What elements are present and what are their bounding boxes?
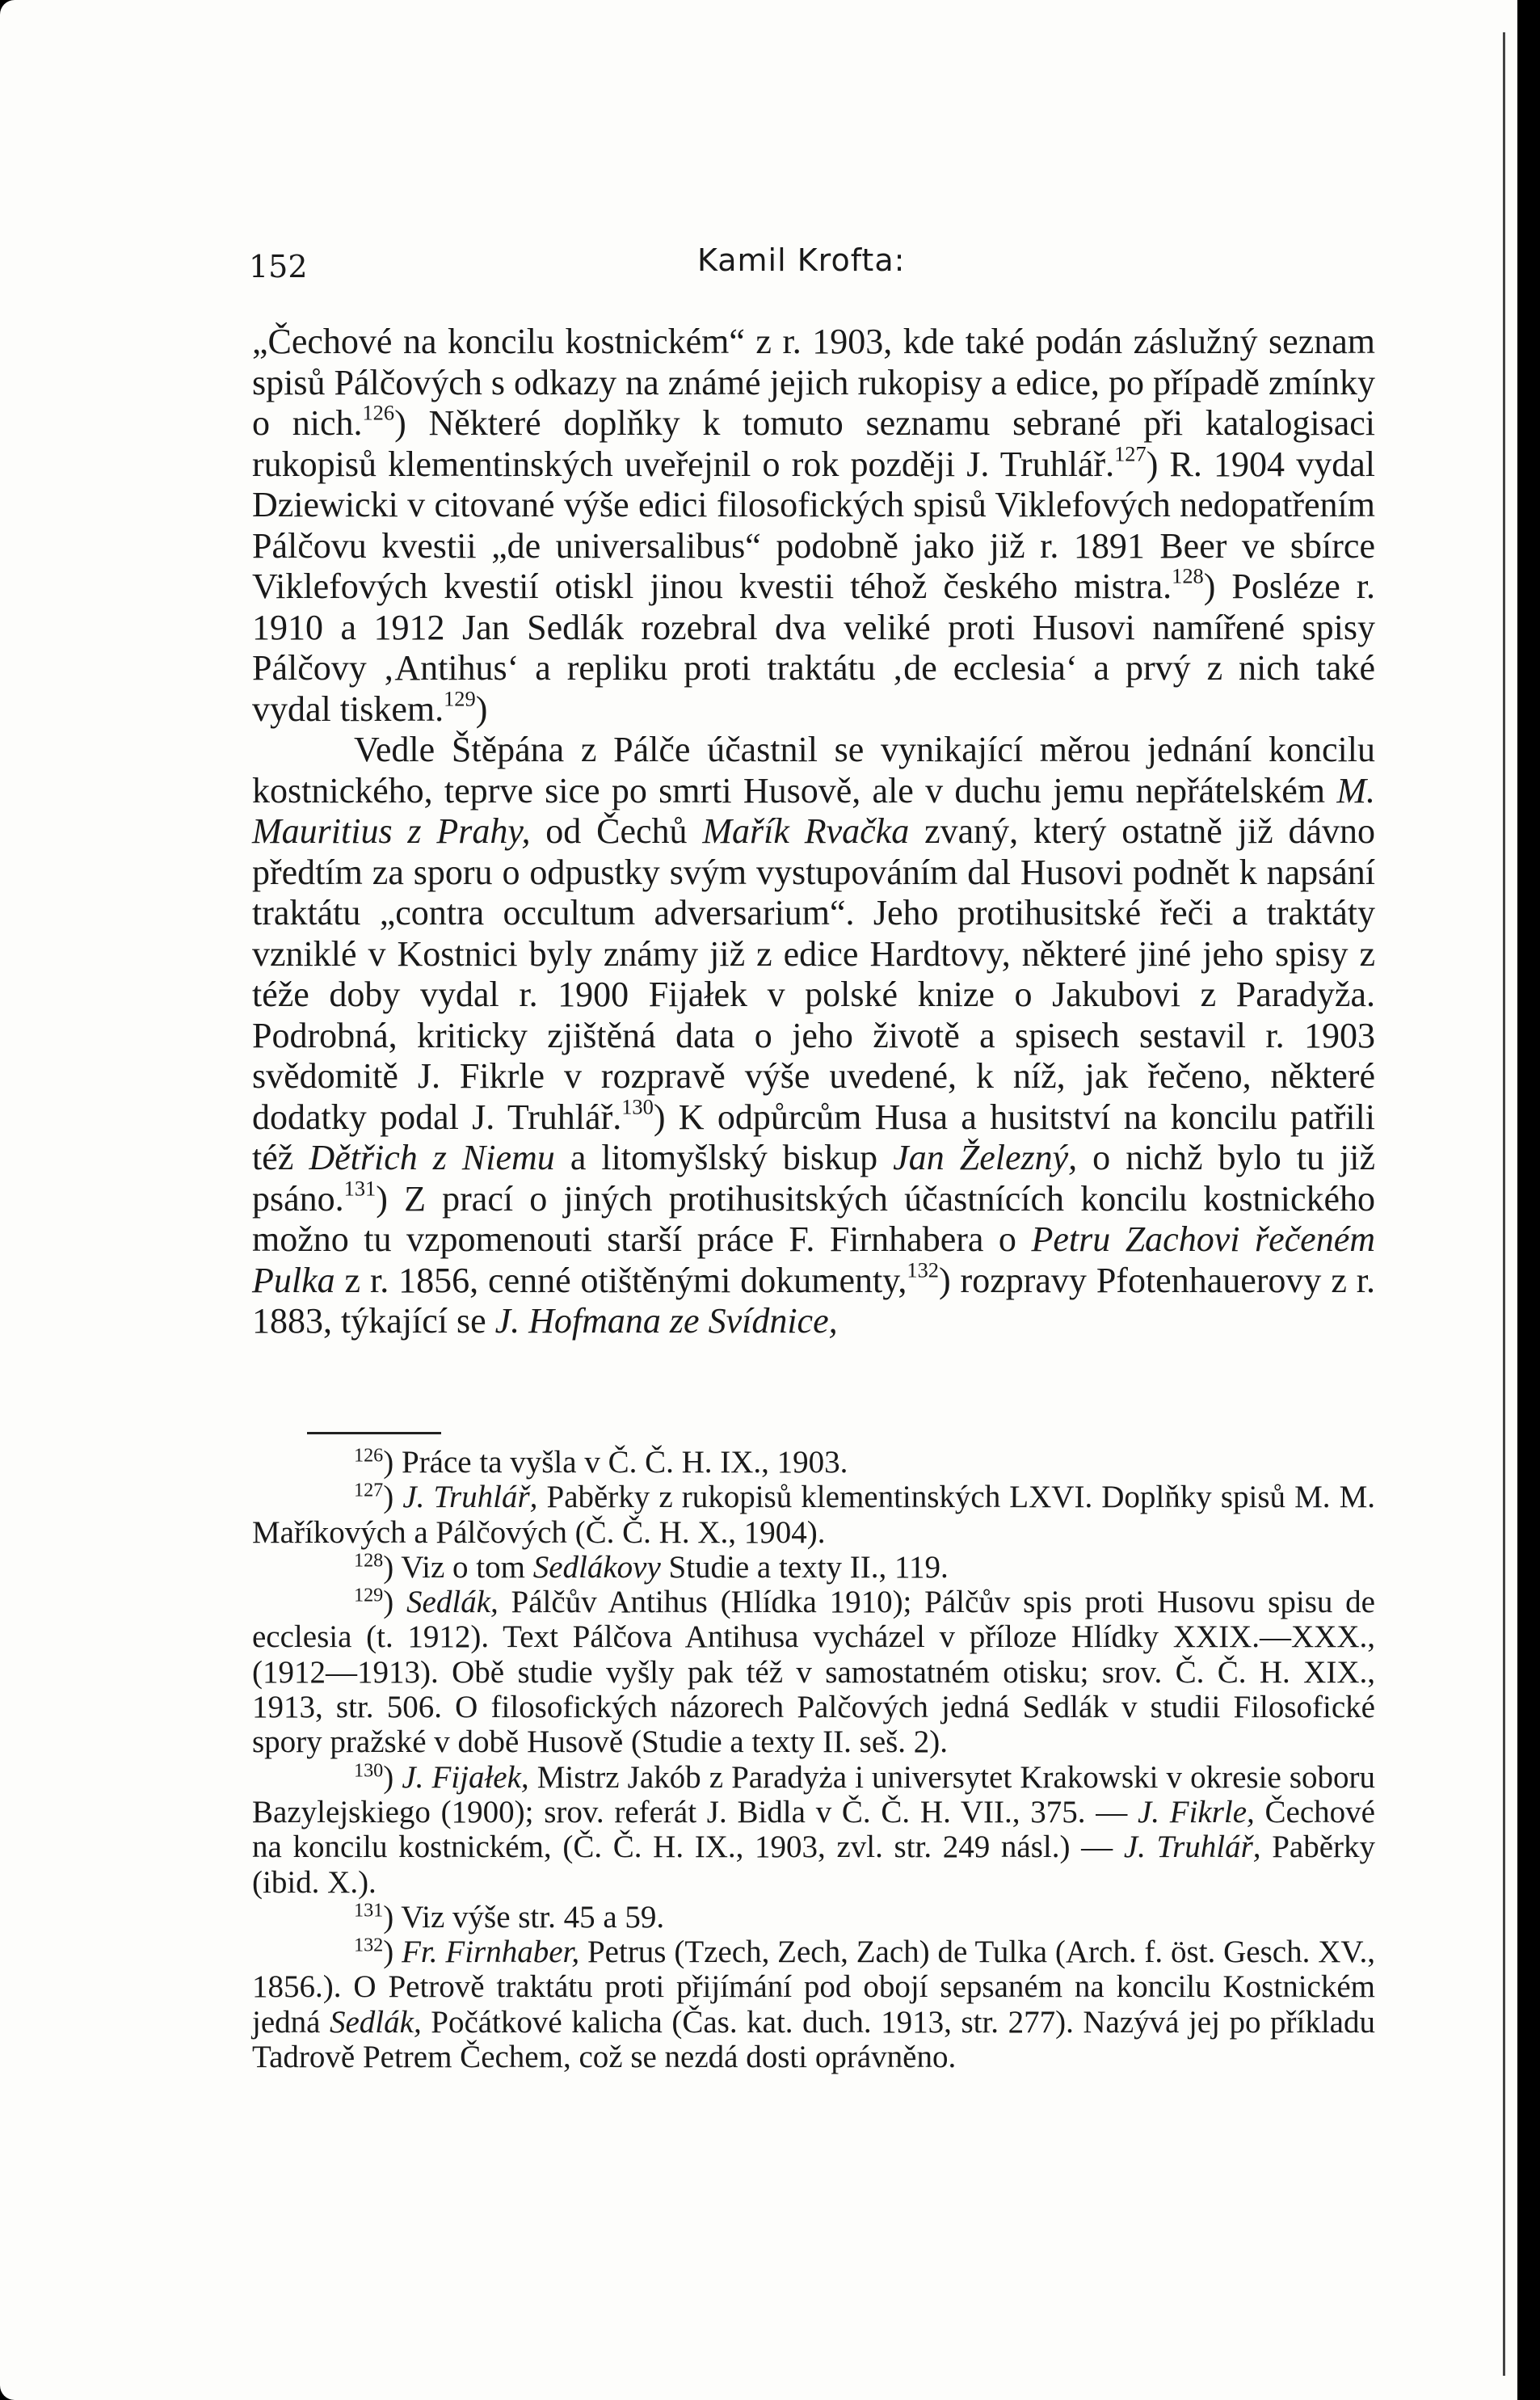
footnote-128 bbox=[252, 1550, 1375, 1585]
italic-name: J. Truhlář, bbox=[1123, 1829, 1261, 1865]
footnote-text: ) Viz o tom bbox=[383, 1549, 533, 1585]
text-run: ) Posléze r. 1910 a 1912 Jan Sedlák rozebral dva veliké proti Husovi namířené spisy Pálčovy ‚Antihus‘ a repliku proti traktátu ‚de ecclesia‘ a prvý z nich také vydal tiskem. bbox=[252, 566, 1375, 729]
italic-name: Petru Zachovi řečeném Pulka bbox=[252, 1219, 1375, 1300]
footnote-ref-126: 126 bbox=[362, 400, 395, 425]
footnote-131 bbox=[252, 1900, 1375, 1935]
text-run: ) bbox=[475, 688, 488, 729]
footnote-text: Petrus (Tzech, Zech, Zach) de Tulka (Arch. f. öst. Gesch. XV., 1856.). O Petrově traktátu proti přijímání pod obojí sepsaném na koncilu Kostnickém jedná bbox=[252, 1935, 1375, 2040]
footnote-text: ) bbox=[383, 1585, 407, 1620]
footnote-text: Pálčův Antihus (Hlídka 1910); Pálčův spis proti Husovu spisu de ecclesia (t. 1912). Text Pálčova Antihusa vycházel v příloze Hlídky XXIX.—XXX., (1912—1913). Obě studie vyšly pak též v samostatném otisku; srov. Č. Č. H. XIX., 1913, str. 506. O filosofických názorech Palčových jedná Sedlák v studii Filosofické spory pražské v době Husově (Studie a texty II. seš. 2). bbox=[252, 1585, 1375, 1760]
page-number: 152 bbox=[249, 249, 308, 284]
text-run: ) Některé doplňky k tomuto seznamu sebrané při katalogisaci rukopisů klementinských uveřejnil o rok později J. Truhlář. bbox=[252, 403, 1375, 484]
footnote-ref-129: 129 bbox=[444, 686, 476, 711]
italic-name: Fr. Firnhaber, bbox=[402, 1935, 580, 1970]
italic-name: Dětřich z Niemu bbox=[309, 1138, 555, 1177]
footnote-text: ) Viz výše str. 45 a 59. bbox=[383, 1899, 665, 1935]
paragraph-2 bbox=[252, 730, 1375, 1342]
footnotes bbox=[252, 1445, 1375, 2074]
italic-name: J. Truhlář, bbox=[402, 1480, 538, 1515]
footnote-ref-132: 132 bbox=[907, 1257, 939, 1282]
footnote-number: 126 bbox=[354, 1444, 384, 1467]
footnote-number: 132 bbox=[354, 1934, 384, 1956]
italic-name: M. Mauritius z Prahy, bbox=[252, 770, 1375, 851]
italic-name: J. Hofmana ze Svídnice, bbox=[494, 1301, 838, 1341]
footnote-text: Studie a texty II., 119. bbox=[660, 1549, 949, 1585]
italic-name: Sedlákovy bbox=[532, 1549, 661, 1585]
footnote-number: 127 bbox=[354, 1480, 384, 1501]
scan-border bbox=[1517, 0, 1540, 2400]
footnote-ref-127: 127 bbox=[1114, 441, 1147, 466]
italic-name: Mařík Rvačka bbox=[702, 811, 910, 851]
text-run: z r. 1856, cenné otištěnými dokumenty, bbox=[335, 1260, 907, 1300]
italic-name: J. Fijałek, bbox=[402, 1759, 529, 1795]
footnote-text: Paběrky z rukopisů klementinských LXVI. Doplňky spisů M. M. Maříkových a Pálčových (Č. Č. H. X., 1904). bbox=[252, 1480, 1375, 1550]
footnote-number: 128 bbox=[354, 1549, 384, 1572]
text-run: od Čechů bbox=[530, 811, 703, 851]
footnote-132 bbox=[252, 1935, 1375, 2074]
text-run: ) R. 1904 vydal Dziewicki v citované výše edici filosofických spisů Viklefových nedopatřením Pálčovu kvestii „de universalibus“ podobně jako již r. 1891 Beer ve sbírce Viklefových kvestií otiskl jinou kvestii téhož českého mistra. bbox=[252, 444, 1375, 606]
footnote-ref-131: 131 bbox=[343, 1176, 377, 1201]
text-run: zvaný, který ostatně již dávno předtím za sporu o odpustky svým vystupováním dal Husovi podnět k napsání traktátu „contra occultum adversarium“. Jeho protihusitské řeči a traktáty vzniklé v Kostnici byly známy již z edice Hardtovy, některé jiné jeho spisy z téže doby vydal r. 1900 Fijałek v polské knize o Jakubovi z Paradyža. Podrobná, kriticky zjištěná data o jeho životě a spisech sestavil r. 1903 svědomitě J. Fikrle v rozpravě výše uvedené, k níž, jak řečeno, některé dodatky podal J. Truhlář. bbox=[252, 811, 1376, 1137]
footnote-127 bbox=[252, 1480, 1375, 1550]
footnote-text: Mistrz Jakób z Paradyża i universytet Krakowski v okresie soboru Bazylejskiego (1900); srov. referát J. Bidla v Č. Č. H. VII., 375. — bbox=[252, 1759, 1375, 1829]
text-run: ) rozpravy Pfotenhauerovy z r. 1883, týkající se bbox=[252, 1260, 1375, 1341]
footnote-number: 131 bbox=[354, 1899, 384, 1922]
footnote-text: Počátkové kalicha (Čas. kat. duch. 1913, str. 277). Nazývá jej po příkladu Tadrově Petrem Čechem, což se nezdá dosti oprávněno. bbox=[252, 2004, 1375, 2075]
text-run: a litomyšlský biskup bbox=[554, 1138, 894, 1177]
text-run: ) K odpůrcům Husa a husitství na koncilu patřili též bbox=[252, 1097, 1375, 1177]
footnote-text: ) bbox=[383, 1480, 403, 1515]
italic-name: Sedlák, bbox=[330, 2004, 422, 2040]
text-run: „Čechové na koncilu kostnickém“ z r. 1903, kde také podán záslužný seznam spisů Pálčových s odkazy na známé jejich rukopisy a edice, po případě zmínky o nich. bbox=[252, 322, 1375, 443]
paragraph-1 bbox=[252, 322, 1375, 730]
footnote-130 bbox=[252, 1760, 1375, 1900]
footnote-text: Paběrky (ibid. X.). bbox=[252, 1829, 1375, 1900]
footnote-number: 129 bbox=[354, 1584, 384, 1606]
italic-name: J. Fikrle, bbox=[1137, 1794, 1255, 1829]
footnote-129 bbox=[252, 1585, 1375, 1759]
footnote-text: ) bbox=[383, 1759, 402, 1795]
footnote-number: 130 bbox=[354, 1759, 384, 1782]
footnote-text: Čechové na koncilu kostnickém, (Č. Č. H. IX., 1903, zvl. str. 249 násl.) — bbox=[252, 1794, 1375, 1865]
footnote-126 bbox=[252, 1445, 1375, 1480]
footnote-ref-128: 128 bbox=[1172, 563, 1204, 588]
body-text bbox=[252, 322, 1375, 1342]
footnote-separator bbox=[307, 1432, 441, 1434]
italic-name: Sedlák, bbox=[406, 1585, 499, 1620]
page-edge-line bbox=[1503, 32, 1505, 2376]
page-header bbox=[249, 242, 1380, 291]
text-run: Vedle Štěpána z Pálče účastnil se vynikající měrou jednání koncilu kostnického, teprve sice po smrti Husově, ale v duchu jemu nepřátelském bbox=[252, 730, 1375, 811]
footnote-text: ) bbox=[383, 1935, 402, 1970]
text-run: o nichž bylo tu již psáno. bbox=[252, 1138, 1376, 1219]
italic-name: Jan Železný, bbox=[893, 1138, 1078, 1177]
footnote-text: ) Práce ta vyšla v Č. Č. H. IX., 1903. bbox=[383, 1445, 848, 1480]
running-head: Kamil Krofta: bbox=[697, 242, 906, 278]
footnote-ref-130: 130 bbox=[621, 1094, 654, 1119]
text-run: ) Z prací o jiných protihusitských účastnících koncilu kostnického možno tu vzpomenouti starší práce F. Firnhabera o bbox=[252, 1178, 1375, 1259]
